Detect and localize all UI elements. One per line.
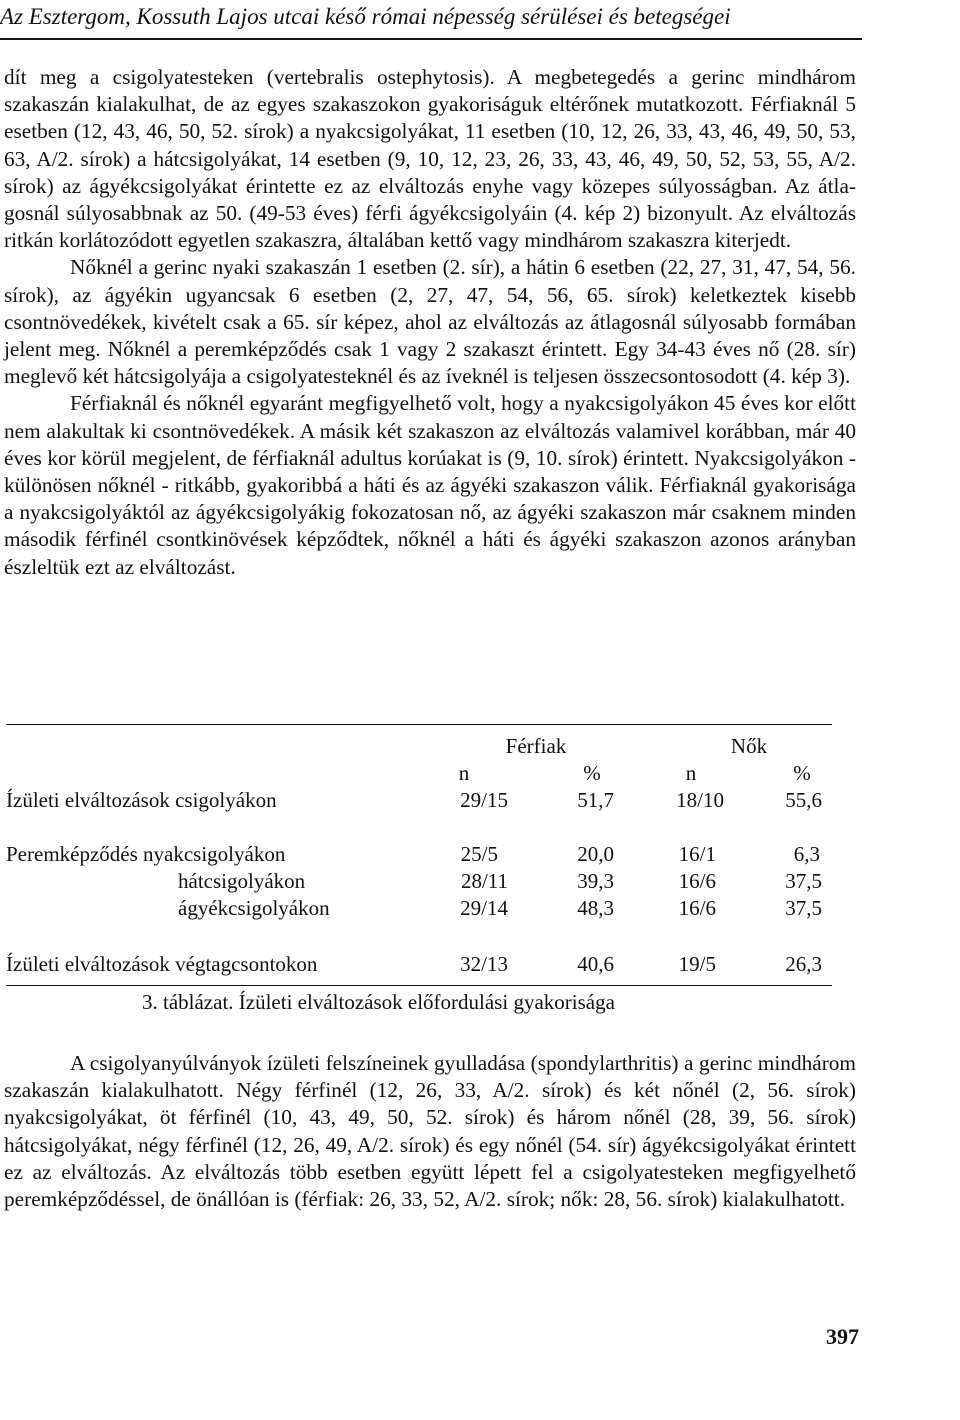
table-cell: 29/15 [460, 788, 508, 812]
table-row-label: Ízületi elváltozások végtagcsontokon [6, 952, 318, 976]
table-row-label: ágyékcsigolyákon [178, 896, 330, 920]
group-header-men: Férfiak [505, 734, 567, 758]
table-cell: 55,6 [785, 788, 822, 812]
subheader-men-pct: % [583, 761, 601, 785]
group-header-women: Nők [730, 734, 768, 758]
table-cell: 16/6 [678, 896, 716, 920]
header-rule [0, 38, 862, 40]
subheader-men-n: n [458, 761, 470, 785]
running-title: Az Esztergom, Kossuth Lajos utcai késő római népesség sérülései és betegségei [0, 4, 731, 29]
subheader-women-n: n [685, 761, 697, 785]
table-caption: 3. táblázat. Ízületi elváltozások előfordulási gyakorisága [142, 990, 615, 1014]
page-number: 397 [826, 1324, 859, 1349]
table-cell: 16/1 [678, 842, 716, 866]
table-cell: 51,7 [577, 788, 614, 812]
table-cell: 19/5 [678, 952, 716, 976]
table-cell: 16/6 [678, 869, 716, 893]
table-cell: 26,3 [785, 952, 822, 976]
subheader-women-pct: % [793, 761, 811, 785]
table-cell: 37,5 [785, 869, 822, 893]
table-cell: 18/10 [676, 788, 724, 812]
table-cell: 39,3 [577, 869, 614, 893]
table-cell: 6,3 [793, 842, 820, 866]
table-row-label: Peremképződés nyakcsigolyákon [6, 842, 286, 866]
paragraph: dít meg a csigolyatesteken (vertebralis ostephytosis). A megbetegedés a gerinc mindhárom szakaszán kialakulhat, de az egyes szakaszokon gyakoriságuk eltérőnek mutatkozott. Férfiaknál 5 esetben (12, 43, 46, 50, 52. sírok) a nyakcsigolyákat, 11 esetben (10, 12, 26, 33, 43, 46, 49, 50, 53, 63, A/2. sírok) a hátcsigolyákat, 14 esetben (9, 10, 12, 23, 26, 33, 43, 46, 49, 50, 52, 53, 55, A/2. sírok) az ágyékcsigolyákat érintette ez az elváltozás enyhe vagy közepes súlyosságban. Az átlagosnál súlyosabbnak az 50. (49-53 éves) férfi ágyékcsigolyáin (4. kép 2) bizonyult. Az elváltozás ritkán korlátozódott egyetlen szakaszra, általában kettő vagy mindhárom szakaszra kiterjedt. [4, 65, 856, 253]
table-row-label: Ízületi elváltozások csigolyákon [6, 788, 277, 812]
table-cell: 29/14 [460, 896, 508, 920]
paragraph: A csigolyanyúlványok ízületi felszíneinek gyulladása (spondylarthritis) a gerinc mindhárom szakaszán kialakulhatott. Négy férfinél (12, 26, 33, A/2. sírok) és két nőnél (2, 56. sírok) nyakcsigolyákat, öt férfinél (10, 43, 49, 50, 52. sírok) és három nőnél (28, 39, 56. sírok) hátcsigolyákat, négy férfinél (12, 26, 49, A/2. sírok) és egy nőnél (54. sír) ágyékcsigolyákat érintett ez az elváltozás. Az elváltozás több esetben együtt lépett fel a csigolyatesteken megfigyelhető peremképződéssel, de önállóan is (férfiak: 26, 33, 52, A/2. sírok; nők: 28, 56. sírok) kialakulhatott. [4, 1051, 856, 1212]
table-cell: 37,5 [785, 896, 822, 920]
paragraph: Nőknél a gerinc nyaki szakaszán 1 esetben (2. sír), a hátin 6 esetben (22, 27, 31, 47, 54, 56. sírok), az ágyékin ugyancsak 6 esetben (2, 27, 47, 54, 56, 65. sírok) keletkeztek kisebb csontnövedékek, kivételt csak a 65. sír képez, ahol az elváltozás az átlagosnál súlyosabb formában jelent meg. Nőknél a peremképződés csak 1 vagy 2 szakaszt érintett. Egy 34-43 éves nő (28. sír) meglevő két hátcsigolyája a csigolyatesteknél és az íveknél is teljesen összecsontosodott (4. kép 3). [4, 255, 856, 389]
table-cell: 20,0 [577, 842, 614, 866]
data-table [6, 724, 832, 986]
table-cell: 40,6 [577, 952, 614, 976]
text-block-2 [4, 1050, 856, 1213]
table-row-label: hátcsigolyákon [178, 869, 306, 893]
table-cell: 48,3 [577, 896, 614, 920]
table-cell: 25/5 [460, 842, 498, 866]
text-block-1 [4, 64, 856, 581]
table-cell: 32/13 [460, 952, 508, 976]
table-cell: 28/11 [460, 869, 508, 893]
paragraph: Férfiaknál és nőknél egyaránt megfigyelhető volt, hogy a nyakcsigolyákon 45 éves kor előtt nem alakultak ki csontnövedékek. A másik két szakaszon az elváltozás valamivel korábban, már 40 éves kor körül megjelent, de férfiaknál adultus korúakat is (9, 10. sírok) érintett. Nyakcsigolyákon - különösen nőknél - ritkább, gyakoribbá a háti és az ágyéki szakaszon válik. Férfiaknál gyakorisága a nyakcsigolyáktól az ágyékcsigolyákig fokozatosan nő, az ágyéki szakaszon már csaknem minden második férfinél csontkinövések képződtek, nőknél a háti és ágyéki szakaszon azonos arányban észleltük ezt az elváltozást. [4, 391, 856, 579]
